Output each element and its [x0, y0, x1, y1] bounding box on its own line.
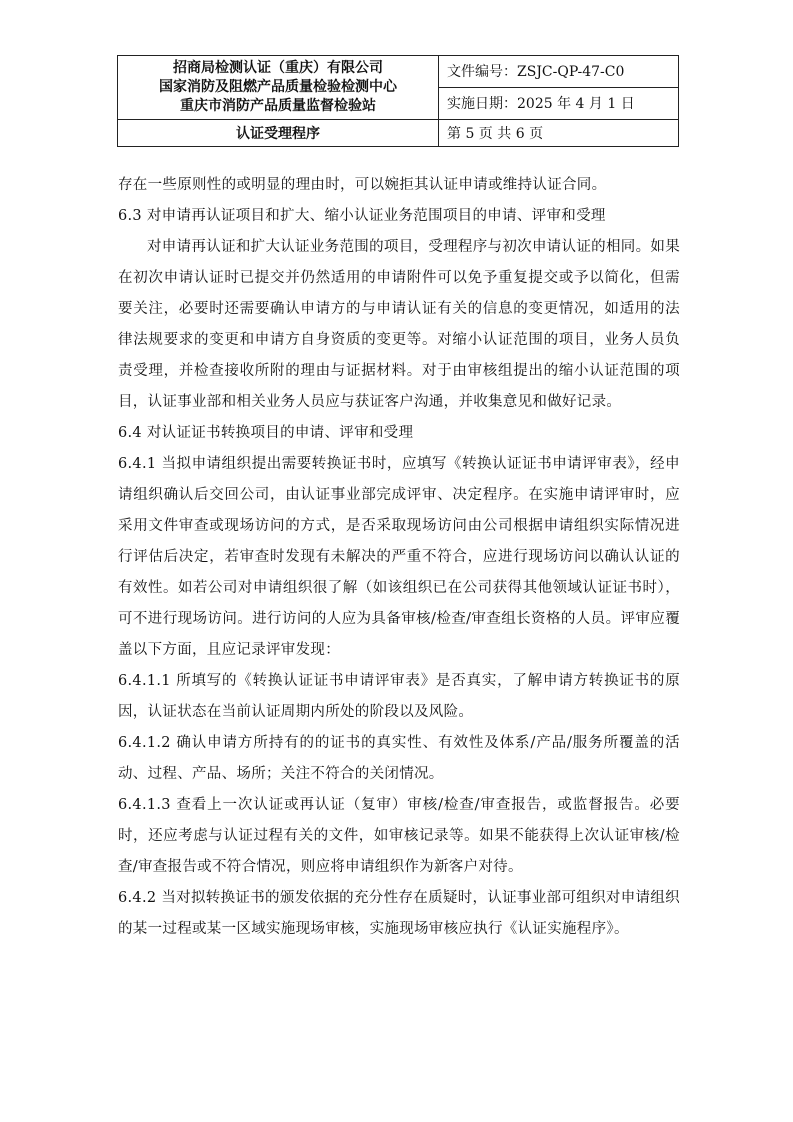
document-number: 文件编号：ZSJC-QP-47-C0: [439, 56, 679, 88]
organization-name-2: 国家消防及阻燃产品质量检验检测中心: [159, 79, 397, 95]
section-6-3-heading: 6.3 对申请再认证项目和扩大、缩小认证业务范围项目的申请、评审和受理: [118, 208, 606, 224]
section-6-4-1-3-paragraph: 6.4.1.3 查看上一次认证或再认证（复审）审核/检查/审查报告，或监督报告。必要时，还应考虑与认证过程有关的文件，如审核记录等。如果不能获得上次认证审核/检查/审查报告或不符合情况，则应将申请组织作为新客户对待。: [118, 797, 680, 875]
document-header-table: [117, 55, 679, 147]
section-6-3-paragraph: 对申请再认证和扩大认证业务范围的项目，受理程序与初次申请认证的相同。如果在初次申请认证时已提交并仍然适用的申请附件可以免予重复提交或予以简化，但需要关注，必要时还需要确认申请方的与申请认证有关的信息的变更情况，如适用的法律法规要求的变更和申请方自身资质的变更等。对缩小认证范围的项目，业务人员负责受理，并检查接收所附的理由与证据材料。对于由审核组提出的缩小认证范围的项目，认证事业部和相关业务人员应与获证客户沟通，并收集意见和做好记录。: [118, 239, 680, 410]
document-body: [118, 170, 680, 945]
section-6-4-1-paragraph: 6.4.1 当拟申请组织提出需要转换证书时，应填写《转换认证证书申请评审表》，经申请组织确认后交回公司，由认证事业部完成评审、决定程序。在实施申请评审时，应采用文件审查或现场访问的方式，是否采取现场访问由公司根据申请组织实际情况进行评估后决定，若审查时发现有未解决的严重不符合，应进行现场访问以确认认证的有效性。如若公司对申请组织很了解（如该组织已在公司获得其他领域认证证书时），可不进行现场访问。进行访问的人应为具备审核/检查/审查组长资格的人员。评审应覆盖以下方面，且应记录评审发现：: [118, 456, 680, 658]
page-info: 第 5 页 共 6 页: [439, 120, 679, 147]
section-6-4-heading: 6.4 对认证证书转换项目的申请、评审和受理: [118, 425, 414, 441]
paragraph-continuation: 存在一些原则性的或明显的理由时，可以婉拒其认证申请或维持认证合同。: [118, 177, 607, 193]
organization-names: [118, 56, 439, 120]
organization-name-3: 重庆市消防产品质量监督检验站: [180, 98, 376, 114]
organization-name-1: 招商局检测认证（重庆）有限公司: [173, 60, 383, 76]
section-6-4-1-2-paragraph: 6.4.1.2 确认申请方所持有的的证书的真实性、有效性及体系/产品/服务所覆盖的活动、过程、产品、场所；关注不符合的关闭情况。: [118, 735, 680, 782]
section-6-4-1-1-paragraph: 6.4.1.1 所填写的《转换认证证书申请评审表》是否真实，了解申请方转换证书的原因，认证状态在当前认证周期内所处的阶段以及风险。: [118, 673, 680, 720]
section-6-4-2-paragraph: 6.4.2 当对拟转换证书的颁发依据的充分性存在质疑时，认证事业部可组织对申请组织的某一过程或某一区域实施现场审核，实施现场审核应执行《认证实施程序》。: [118, 890, 680, 937]
implementation-date: 实施日期：2025 年 4 月 1 日: [439, 88, 679, 120]
procedure-title: 认证受理程序: [118, 120, 439, 147]
